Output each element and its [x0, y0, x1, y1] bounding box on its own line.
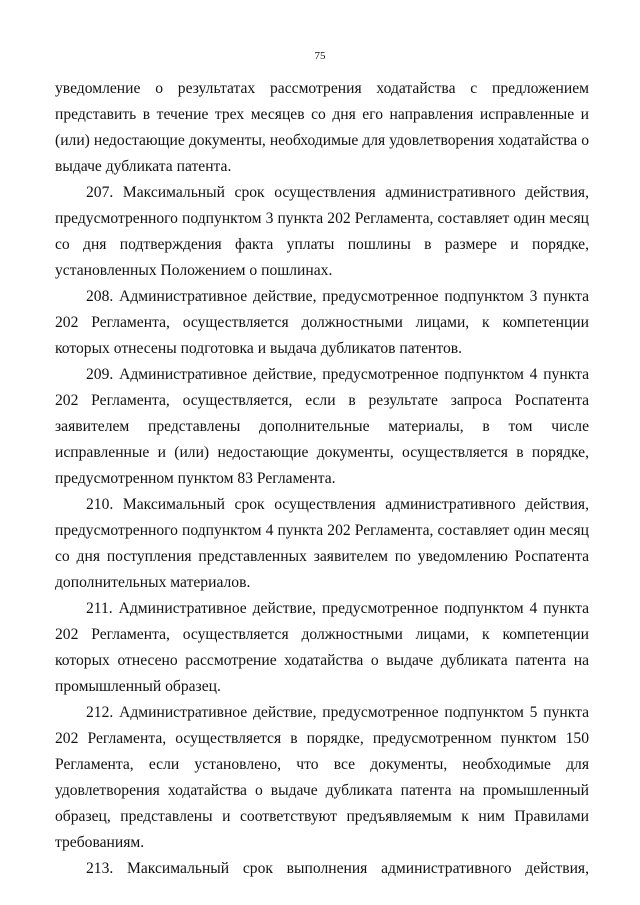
- paragraph-208: 208. Административное действие, предусмотренное подпунктом 3 пункта 202 Регламента, осуществляется должностными лицами, к компетенции которых отнесены подготовка и выдача дубликатов патентов.: [55, 288, 589, 357]
- paragraph-209: 209. Административное действие, предусмотренное подпунктом 4 пункта 202 Регламента, осуществляется, если в результате запроса Роспатента заявителем представлены дополнительные материалы, в том числе исправленные и (или) недостающие документы, осуществляется в порядке, предусмотренном пунктом 83 Регламента.: [55, 366, 589, 487]
- paragraph-211: 211. Административное действие, предусмотренное подпунктом 4 пункта 202 Регламента, осуществляется должностными лицами, к компетенции которых отнесено рассмотрение ходатайства о выдаче дубликата патента на промышленный образец.: [55, 600, 589, 695]
- paragraph-213: 213. Максимальный срок выполнения административного действия,: [86, 860, 589, 877]
- paragraph-continuation: уведомление о результатах рассмотрения ходатайства с предложением представить в течение трех месяцев со дня его направления исправленные и (или) недостающие документы, необходимые для удовлетворения ходатайства о выдаче дубликата патента.: [55, 80, 589, 175]
- paragraph-207: 207. Максимальный срок осуществления административного действия, предусмотренного подпунктом 3 пункта 202 Регламента, составляет один месяц со дня подтверждения факта уплаты пошлины в размере и порядке, установленных Положением о пошлинах.: [55, 184, 589, 279]
- page-number: 75: [314, 50, 326, 62]
- document-body: [55, 76, 589, 882]
- paragraph-210: 210. Максимальный срок осуществления административного действия, предусмотренного подпунктом 4 пункта 202 Регламента, составляет один месяц со дня поступления представленных заявителем по уведомлению Роспатента дополнительных материалов.: [55, 496, 589, 591]
- paragraph-212: 212. Административное действие, предусмотренное подпунктом 5 пункта 202 Регламента, осуществляется в порядке, предусмотренном пунктом 150 Регламента, если установлено, что все документы, необходимые для удовлетворения ходатайства о выдаче дубликата патента на промышленный образец, представлены и соответствуют предъявляемым к ним Правилами требованиям.: [55, 704, 589, 851]
